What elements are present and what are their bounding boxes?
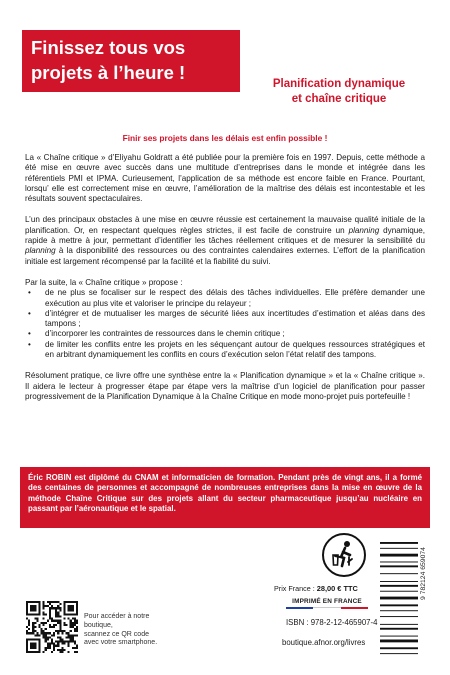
printed-in-france	[286, 598, 368, 609]
price-label: Prix France :	[274, 584, 317, 593]
printed-in-france-label: IMPRIMÉ EN FRANCE	[292, 598, 362, 605]
paragraph-2-emphasis-2: planning	[25, 246, 56, 256]
paragraph-3: Par la suite, la « Chaîne critique » propose :	[25, 277, 183, 287]
list-item: • de limiter les conflits entre les projets en les séquençant autour de quelques ressources stratégiques et en arbitrant dynamiquement les conflits en cours d’exécution selon l’état relatif des tampons.	[25, 340, 425, 361]
author-bio: est diplômé du CNAM et informaticien de formation. Pendant près de vingt ans, il a formé des centaines de personnes et accompagné de nombreuses entreprises dans la mise en œuvre de la méthode Chaîne Critique sur des projets allant du secteur pharmaceutique jusqu’au nucléaire en passant par l’aéronautique et le spatial.	[28, 473, 422, 514]
list-item: • de ne plus se focaliser sur le respect des délais des tâches individuelles. Elle préfère demander une exécution au plus vite et valoriser le principe du relayeur ;	[25, 288, 425, 309]
paragraph-2-part-a: L’un des principaux obstacles à une mise en œuvre réussie est certainement la mauvaise qualité initiale de la planification. Or, en respectant quelques règles strictes, il est facile de construire un	[25, 215, 425, 235]
subtitle	[244, 77, 434, 107]
recycle-person-icon	[322, 533, 366, 577]
paragraph-2	[25, 215, 425, 266]
lead-sentence: Finir ses projets dans les délais est enfin possible !	[122, 133, 328, 143]
paragraph-4: Résolument pratique, ce livre offre une synthèse entre la « Planification dynamique » et la « Chaîne critique ». Il aidera le lecteur à progresser étape par étape vers la maîtrise d’un logiciel de planification pour passer progressivement de la Planification Dynamique à la Chaîne Critique en mode mono-projet puis portefeuille !	[25, 371, 425, 401]
subtitle-line-2: et chaîne critique	[291, 93, 387, 105]
list-item: • d’intégrer et de mutualiser les marges de sécurité liées aux incertitudes d’estimation et aléas dans des tampons ;	[25, 309, 425, 330]
price-value: 28,00 € TTC	[316, 584, 358, 593]
qr-instructions	[84, 613, 174, 648]
paragraph-1: La « Chaîne critique » d’Eliyahu Goldratt a été publiée pour la première fois en 1997. Depuis, cette méthode a été mise en œuvre avec succès dans une multitude d’entreprises dans le monde et intégrée dans les référentiels PMI et IPMA. Curieusement, l’application de sa méthode est encore faible en France. Pourtant, lorsqu’ elle est correctement mise en œuvre, l’amélioration de la maîtrise des délais est incontestable et les résultats souvent spectaculaires.	[25, 153, 425, 204]
bullet-list	[25, 288, 425, 360]
qr-code-icon[interactable]	[26, 601, 78, 653]
paragraph-2-emphasis-1: planning	[348, 225, 380, 235]
description-text	[25, 153, 425, 413]
title-banner	[22, 30, 240, 92]
qr-text-line-2: scannez ce QR code	[84, 630, 149, 638]
title-line-1: Finissez tous vos	[31, 37, 186, 58]
french-flag-stripe	[286, 607, 368, 609]
subtitle-line-1: Planification dynamique	[272, 78, 406, 90]
paragraph-2-part-b: dynamique, rapide à mettre à jour, permettant d’identifier les tâches réellement critiques et de mesurer la sensibilité du	[25, 225, 426, 246]
author-name: Éric ROBIN	[28, 473, 72, 482]
isbn: ISBN : 978-2-12-465907-4	[286, 618, 378, 627]
qr-text-line-3: avec votre smartphone.	[84, 639, 158, 647]
price	[274, 584, 358, 593]
barcode-number: 9 782124 659074	[420, 547, 427, 600]
author-bio-box	[20, 467, 430, 528]
shop-url[interactable]: boutique.afnor.org/livres	[282, 638, 366, 647]
qr-text-line-1: Pour accéder à notre boutique,	[84, 613, 150, 629]
list-item: • d’incorporer les contraintes de ressources dans le chemin critique ;	[25, 329, 425, 339]
paragraph-2-part-c: à la disponibilité des ressources ou des contraintes calendaires externes. L’effort de la planification initiale est largement récompensé par la facilité et la fiabilité du suivi.	[25, 246, 425, 266]
title-line-2: projets à l’heure !	[31, 62, 186, 83]
